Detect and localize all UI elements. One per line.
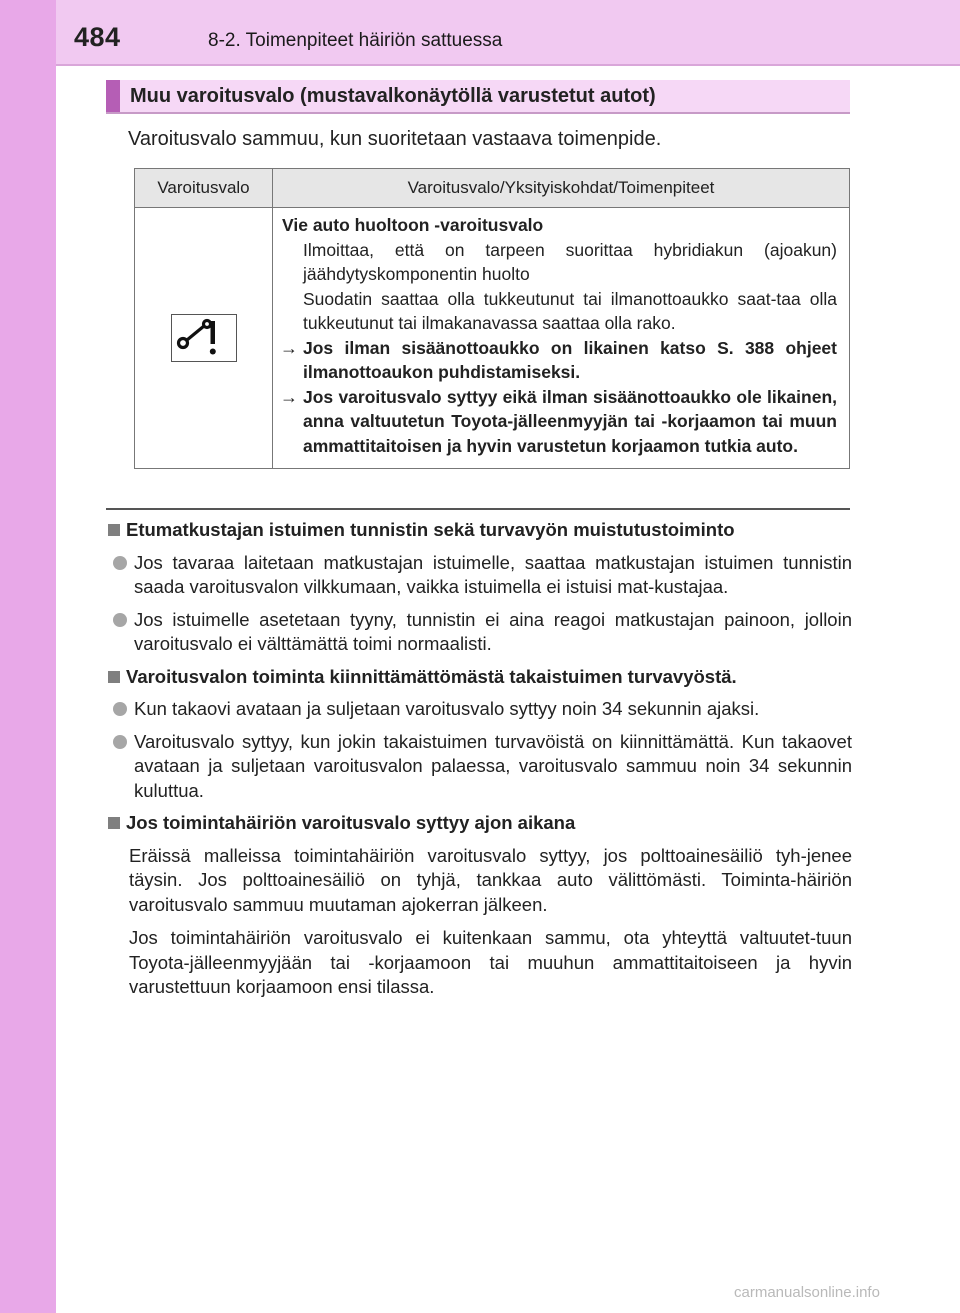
column-header-details: Varoitusvalo/Yksityiskohdat/Toimenpiteet [273,169,850,208]
square-bullet-icon [108,817,120,829]
action-item [282,385,837,459]
watermark: carmanualsonline.info [734,1284,880,1301]
paragraph: Jos toimintahäiriön varoitusvalo ei kuitenkaan sammu, ota yhteyttä valtuutet-tuun Toyota-jälleenmyyjään tai -korjaamoon tai muuhun ammattitaitoiseen ja hyvin varustettuun korjaamoon ensi tilassa. [129,927,852,997]
list-item [106,697,852,722]
warning-light-table [134,168,850,469]
intro-text: Varoitusvalo sammuu, kun suoritetaan vastaava toimenpide. [128,128,662,150]
warning-description: Ilmoittaa, että on tarpeen suorittaa hybridiakun (ajoakun) jäähdytyskomponentin huolto [303,239,837,284]
page-number: 484 [74,22,121,52]
section-heading [106,80,850,114]
list-item-text: Jos istuimelle asetetaan tyyny, tunnistin ei aina reagoi matkustajan painoon, jolloin varoitusvalo ei välttämättä toimi normaalisti. [134,608,852,654]
paragraph: Eräissä malleissa toimintahäiriön varoitusvalo syttyy, jos polttoainesäiliö tyh-jenee täysin. Jos polttoainesäiliö on tyhjä, tankkaa auto välittömästi. Toiminta-häiriön varoitusvalo sammuu muutaman ajokerran jälkeen. [129,844,852,915]
table-header-row [135,169,850,208]
heading-marker [106,80,120,112]
square-bullet-icon [108,524,120,536]
action-text: Jos ilman sisäänottoaukko on likainen katso S. 388 ohjeet ilmanottoaukon puhdistamiseksi. [303,337,837,382]
warning-cause: Suodatin saattaa olla tukkeutunut tai ilmanottoaukko saat-taa olla tukkeutunut tai ilmakanavassa saattaa olla rako. [303,288,837,333]
list-item-text: Varoitusvalo syttyy, kun jokin takaistuimen turvavöistä on kiinnittämättä. Kun takaovet avataan ja suljetaan varoitusvalon palaessa, varoitusvalo sammuu noin 34 sekunnin kuluttua. [134,730,852,801]
header-divider [56,64,960,66]
column-header-warning-light: Varoitusvalo [135,169,273,208]
section-heading-text: Muu varoitusvalo (mustavalkonäytöllä varustetut autot) [130,85,656,107]
topic-heading [106,665,852,690]
action-item [282,336,837,385]
circle-bullet-icon [113,556,127,570]
list-item-text: Jos tavaraa laitetaan matkustajan istuimelle, saattaa matkustajan istuimen tunnistin saada varoitusvalon vilkkumaan, vaikka istuimella ei istuisi mat-kustajaa. [134,551,852,597]
list-item-text: Kun takaovi avataan ja suljetaan varoitusvalo syttyy noin 34 sekunnin ajaksi. [134,698,760,719]
action-text: Jos varoitusvalo syttyy eikä ilman sisäänottoaukko ole likainen, anna valtuutetun Toyota-jälleenmyyjän tai -korjaamon tai muun ammattitaitoisen ja hyvin varustetun korjaamon tutkia auto. [303,386,837,456]
topic-heading-text: Varoitusvalon toiminta kiinnittämättömästä takaistuimen turvavyöstä. [126,665,737,687]
list-item [106,608,852,657]
table-row [135,208,850,469]
arrow-icon: → [280,337,298,358]
maintenance-warning-icon [171,314,237,362]
topic-heading [106,811,852,836]
topic-heading-text: Jos toimintahäiriön varoitusvalo syttyy ajon aikana [126,812,576,833]
topic-heading-text: Etumatkustajan istuimen tunnistin sekä turvavyön muistutustoiminto [126,519,735,540]
arrow-icon: → [280,386,298,407]
topic-heading [106,518,852,543]
circle-bullet-icon [113,735,127,749]
section-separator [106,508,850,510]
notes-content [106,518,852,1009]
chapter-title: 8-2. Toimenpiteet häiriön sattuessa [208,30,503,51]
warning-title: Vie auto huoltoon -varoitusvalo [282,215,544,235]
header-band [56,0,960,64]
circle-bullet-icon [113,613,127,627]
list-item [106,551,852,600]
side-tab-band [0,0,56,1313]
warning-description-cell [273,208,850,469]
square-bullet-icon [108,671,120,683]
warning-icon-cell [135,208,273,469]
circle-bullet-icon [113,702,127,716]
list-item [106,730,852,804]
wrench-exclamation-icon [172,315,236,361]
